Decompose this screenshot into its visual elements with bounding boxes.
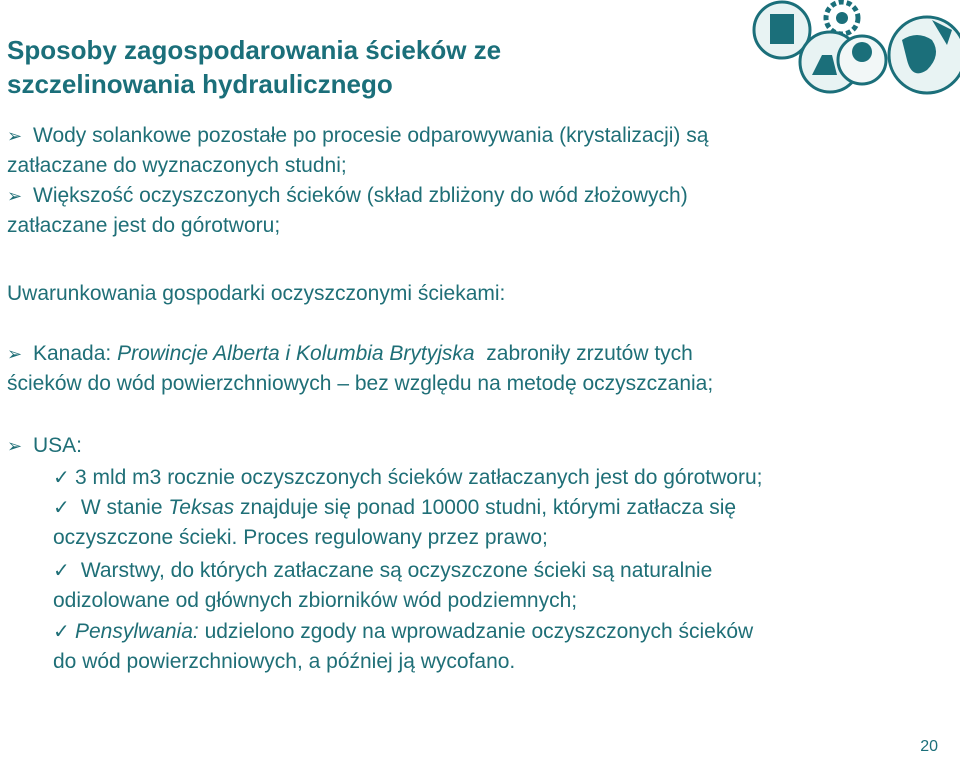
check-item-1 bbox=[53, 463, 762, 493]
check-item-2-state: Teksas bbox=[168, 496, 235, 519]
check-item-4 bbox=[53, 617, 753, 677]
check-item-3 bbox=[53, 556, 712, 616]
slide-title bbox=[7, 33, 707, 101]
check-item-1-text: 3 mld m3 rocznie oczyszczonych ścieków zatłaczanych jest do górotworu; bbox=[75, 466, 763, 489]
page-number: 20 bbox=[920, 738, 938, 755]
arrow-bullet-icon: ➢ bbox=[7, 186, 23, 206]
checkmark-icon: ✓ bbox=[53, 497, 70, 519]
bullet-1-line-1: Wody solankowe pozostałe po procesie odparowywania (krystalizacji) są bbox=[33, 124, 709, 147]
checkmark-icon: ✓ bbox=[53, 560, 70, 582]
bullet-3-rest: zabroniły zrzutów tych bbox=[474, 342, 693, 365]
check-item-3-line-1: Warstwy, do których zatłaczane są oczyszczone ścieki są naturalnie bbox=[75, 559, 713, 582]
check-item-2-line-2: oczyszczone ścieki. Proces regulowany przez prawo; bbox=[53, 526, 548, 549]
section-heading: Uwarunkowania gospodarki oczyszczonymi ściekami: bbox=[7, 282, 506, 305]
check-item-2-prefix: W stanie bbox=[75, 496, 169, 519]
check-item-4-state: Pensylwania: bbox=[75, 620, 199, 643]
title-line-2: szczelinowania hydraulicznego bbox=[7, 69, 393, 99]
check-item-2-rest: znajduje się ponad 10000 studni, którymi zatłacza się bbox=[234, 496, 737, 519]
bullet-4 bbox=[7, 431, 82, 461]
bullet-3-prefix: Kanada: bbox=[33, 342, 118, 365]
check-item-4-line-2: do wód powierzchniowych, a później ją wycofano. bbox=[53, 650, 516, 673]
check-item-2 bbox=[53, 493, 736, 553]
bullet-3 bbox=[7, 339, 713, 399]
bullet-1-line-2: zatłaczane do wyznaczonych studni; bbox=[7, 154, 347, 177]
bullet-1 bbox=[7, 121, 708, 181]
check-item-4-rest: udzielono zgody na wprowadzanie oczyszczonych ścieków bbox=[198, 620, 754, 643]
checkmark-icon: ✓ bbox=[53, 621, 70, 643]
bullet-3-line-2: ścieków do wód powierzchniowych – bez względu na metodę oczyszczania; bbox=[7, 372, 714, 395]
bullet-2-line-2: zatłaczane jest do górotworu; bbox=[7, 214, 281, 237]
bullet-3-provinces: Prowincje Alberta i Kolumbia Brytyjska bbox=[117, 342, 475, 365]
arrow-bullet-icon: ➢ bbox=[7, 344, 23, 364]
arrow-bullet-icon: ➢ bbox=[7, 126, 23, 146]
industry-logo-icon bbox=[742, 0, 960, 100]
bullet-2 bbox=[7, 181, 688, 241]
check-item-3-line-2: odizolowane od głównych zbiorników wód podziemnych; bbox=[53, 589, 578, 612]
bullet-4-label: USA: bbox=[33, 434, 83, 457]
title-line-1: Sposoby zagospodarowania ścieków ze bbox=[7, 35, 502, 65]
checkmark-icon: ✓ bbox=[53, 467, 70, 489]
bullet-2-line-1: Większość oczyszczonych ścieków (skład zbliżony do wód złożowych) bbox=[33, 184, 688, 207]
arrow-bullet-icon: ➢ bbox=[7, 436, 23, 456]
